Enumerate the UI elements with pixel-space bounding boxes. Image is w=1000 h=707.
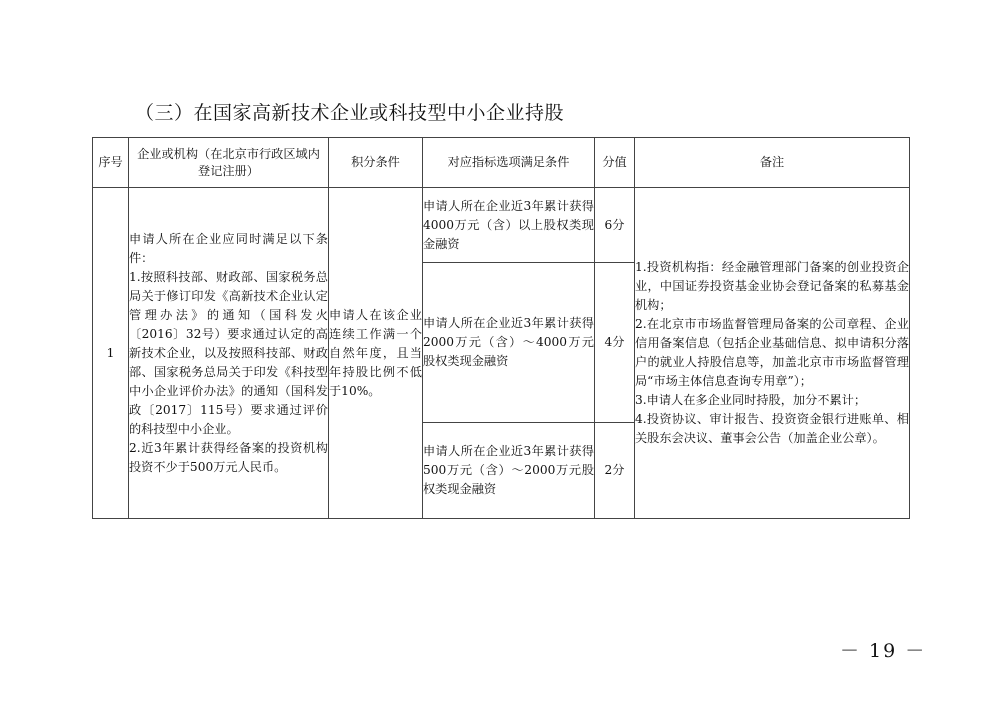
header-seq: 序号 xyxy=(93,138,129,188)
cell-score-1: 6分 xyxy=(595,188,635,263)
header-condition: 积分条件 xyxy=(329,138,423,188)
cell-score-3: 2分 xyxy=(595,423,635,519)
header-score: 分值 xyxy=(595,138,635,188)
page-number: － 19 － xyxy=(840,640,927,662)
table-header-row xyxy=(93,138,910,188)
header-criteria: 对应指标选项满足条件 xyxy=(423,138,595,188)
cell-org-conditions: 申请人所在企业应同时满足以下条件： 1.按照科技部、财政部、国家税务总局关于修订印发《高新技术企业认定管理办法》的通知（国科发火〔2016〕32号）要求通过认定的高新技术企业，以及按照科技部、财政部、国家税务总局关于印发《科技型中小企业评价办法》的通知（国科发政〔2017〕115号）要求通过评价的科技型中小企业。 2.近3年累计获得经备案的投资机构投资不少于500万元人民币。 xyxy=(129,188,329,519)
points-table xyxy=(92,137,910,519)
section-heading: （三）在国家高新技术企业或科技型中小企业持股 xyxy=(135,102,565,124)
cell-score-2: 4分 xyxy=(595,263,635,423)
header-org: 企业或机构（在北京市行政区域内登记注册） xyxy=(129,138,329,188)
cell-criteria-2: 申请人所在企业近3年累计获得2000万元（含）～4000万元股权类现金融资 xyxy=(423,263,595,423)
cell-note: 1.投资机构指：经金融管理部门备案的创业投资企业，中国证券投资基金业协会登记备案的私募基金机构； 2.在北京市市场监督管理局备案的公司章程、企业信用备案信息（包括企业基础信息、拟申请积分落户的就业人持股信息等，加盖北京市市场监督管理局“市场主体信息查询专用章”）； 3.申请人在多企业同时持股，加分不累计； 4.投资协议、审计报告、投资资金银行进账单、相关股东会决议、董事会公告（加盖企业公章）。 xyxy=(635,188,910,519)
cell-points-condition: 申请人在该企业连续工作满一个自然年度，且当年持股比例不低于10%。 xyxy=(329,188,423,519)
cell-criteria-1: 申请人所在企业近3年累计获得4000万元（含）以上股权类现金融资 xyxy=(423,188,595,263)
cell-seq: 1 xyxy=(93,188,129,519)
cell-criteria-3: 申请人所在企业近3年累计获得500万元（含）～2000万元股权类现金融资 xyxy=(423,423,595,519)
table-row xyxy=(93,188,910,263)
header-note: 备注 xyxy=(635,138,910,188)
